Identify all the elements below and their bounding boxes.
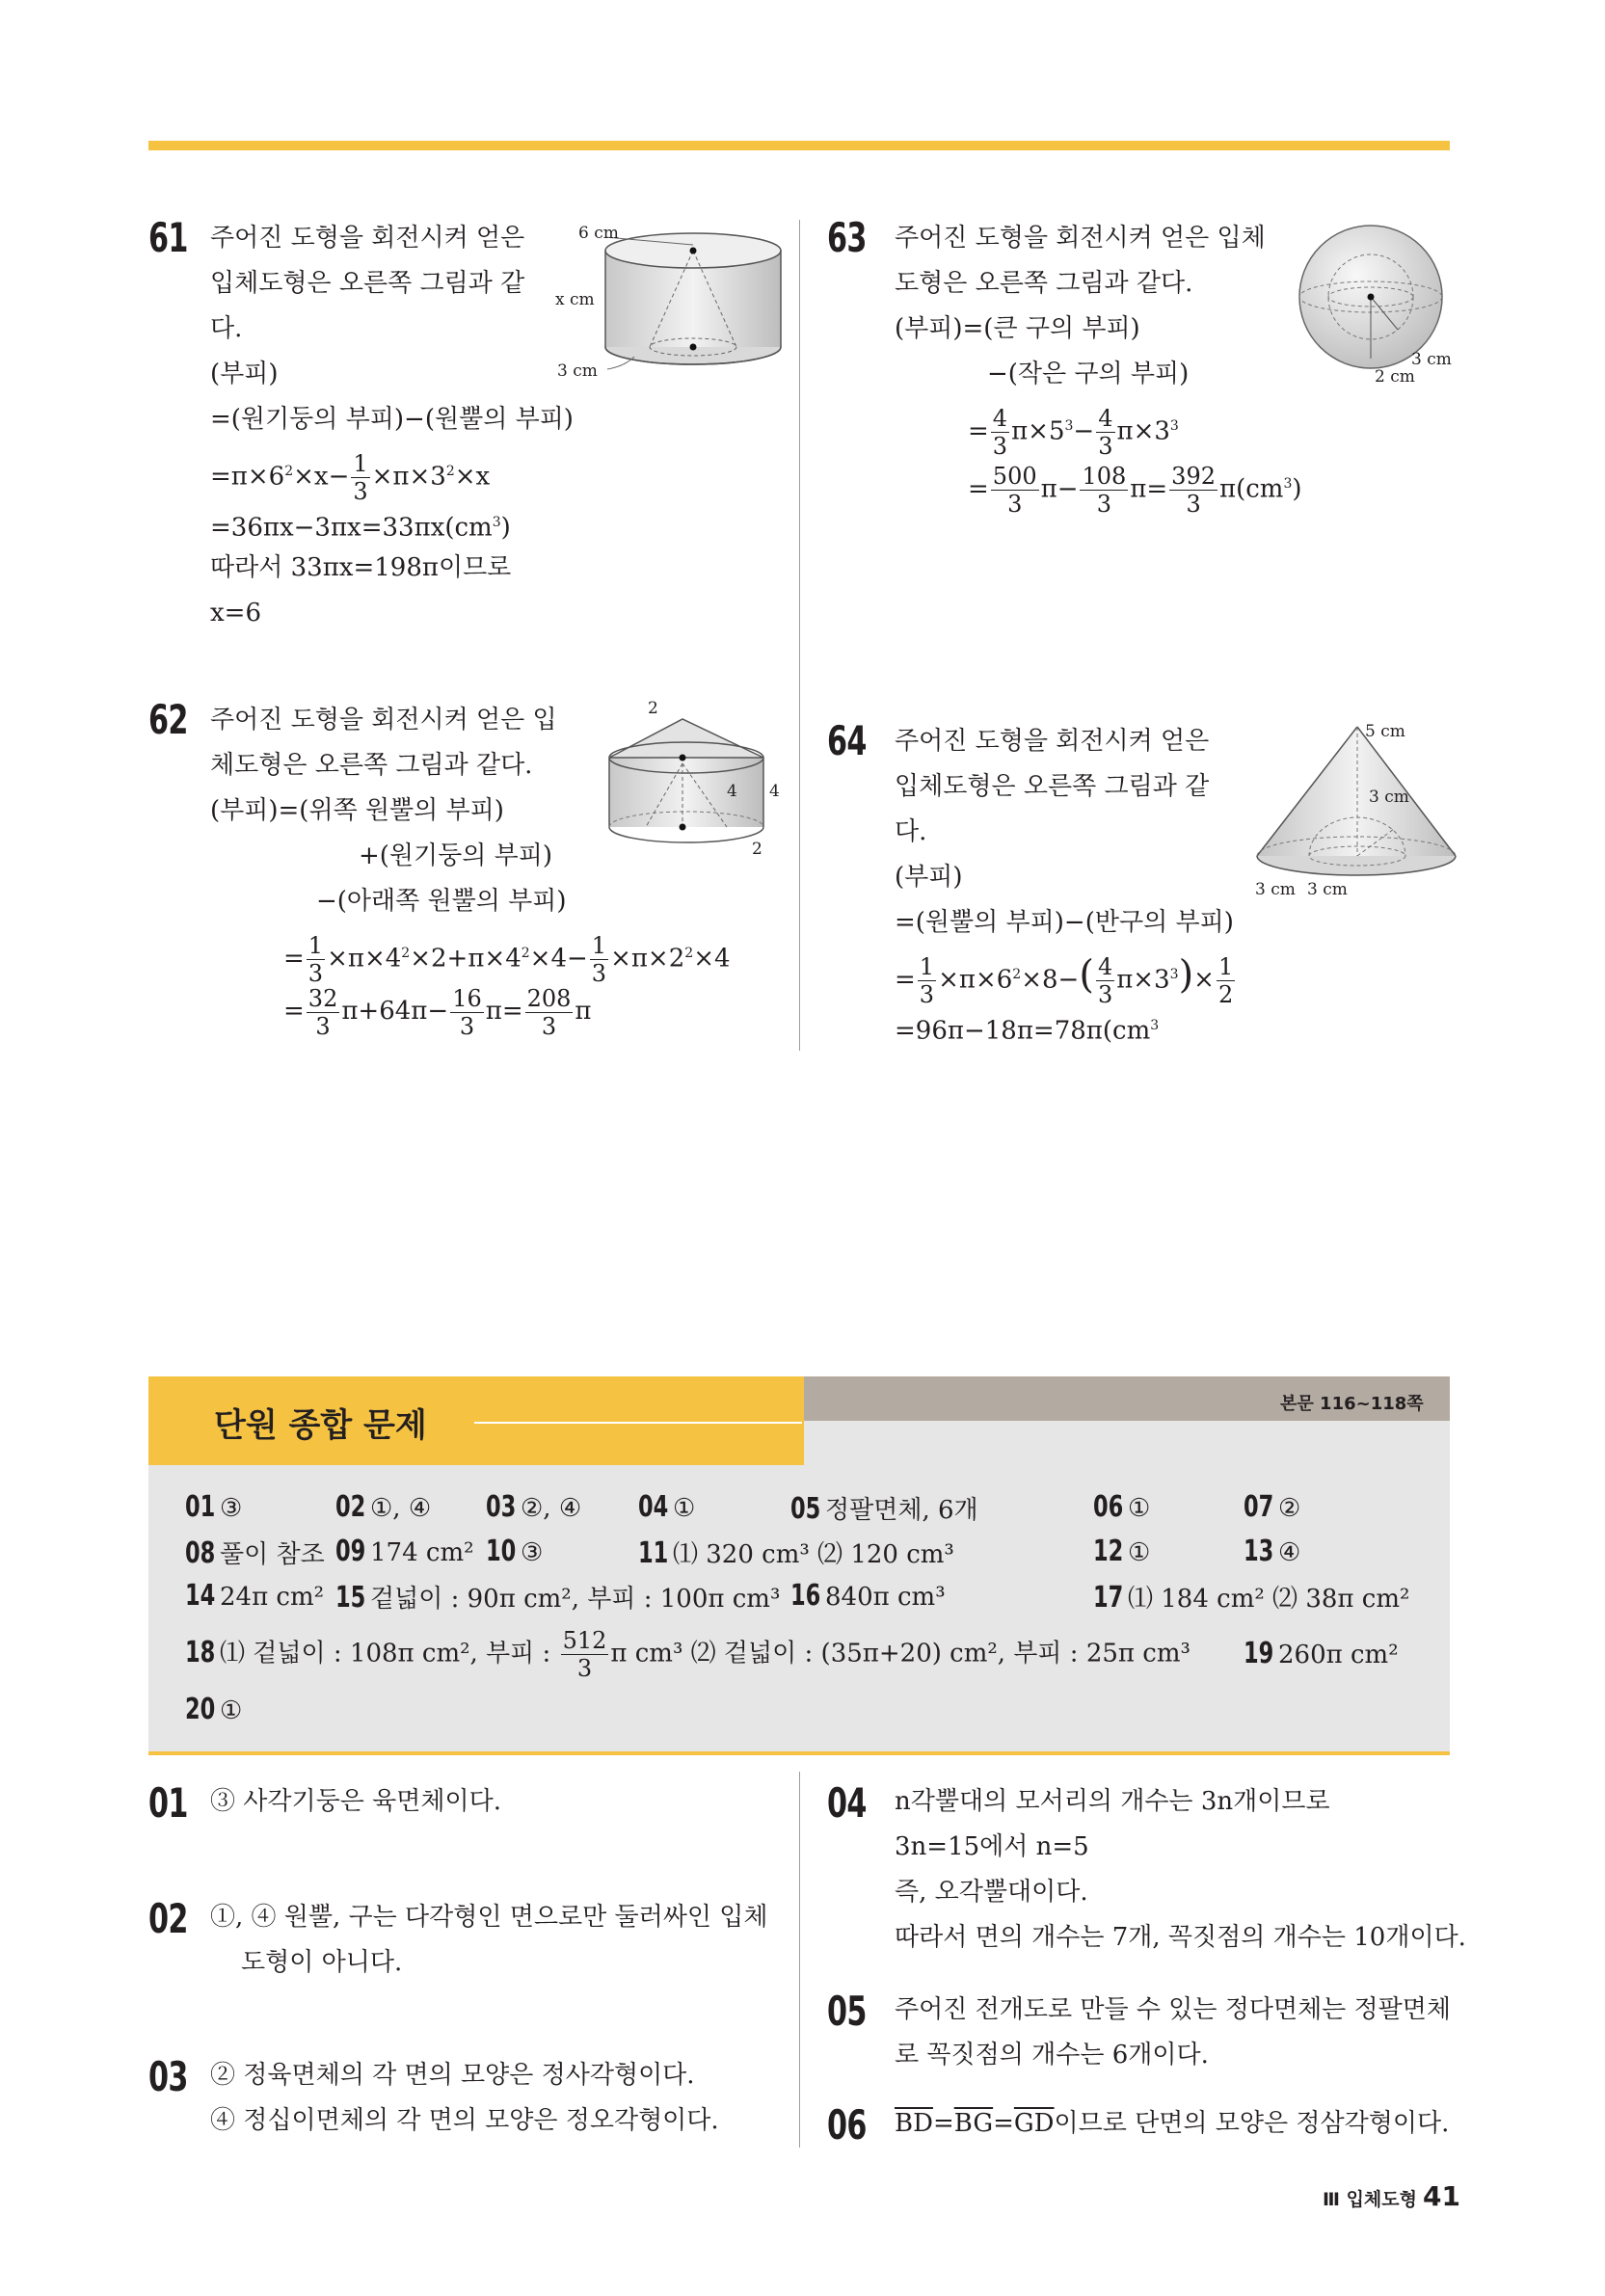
label-3cm-c: 3 cm: [1307, 880, 1348, 899]
summary-title-rule: [474, 1422, 802, 1424]
label-3cm: 3 cm: [1411, 350, 1452, 369]
text-line: 주어진 전개도로 만들 수 있는 정다면체는 정팔면체: [895, 1995, 1452, 2024]
label-3cm-b: 3 cm: [1255, 880, 1296, 899]
summary-page-ref: 본문 116~118쪽: [1280, 1394, 1424, 1414]
text-line: 체도형은 오른쪽 그림과 같다.: [210, 751, 533, 780]
text-line: ④ 정십이면체의 각 면의 모양은 정오각형이다.: [210, 2106, 719, 2135]
solution-number: 02: [148, 1895, 188, 1942]
answer-item: 19 260π cm²: [1244, 1637, 1399, 1670]
text-line: (부피): [895, 863, 963, 892]
formula-line: = $\frac{500}{3}$ π− $\frac{108}{3}$ π= $\frac{392}{3}$ $\pi(cm^3)$: [968, 463, 1302, 519]
page-footer: [1323, 2180, 1460, 2212]
text-line: =(원기둥의 부피)−(원뿔의 부피): [210, 405, 574, 434]
answer-item: 18 ⑴ 겉넓이 : 108π cm², 부피 : $\frac{512}{3}$ π cm³ ⑵ 겉넓이 : (35π+20) cm², 부피 : 25π cm³: [185, 1627, 1190, 1682]
column-divider: [799, 220, 800, 1051]
text-line: 입체도형은 오른쪽 그림과 같: [210, 269, 525, 298]
label-6cm: 6 cm: [578, 224, 619, 243]
label-2cm: 2 cm: [1375, 367, 1415, 387]
chapter-label: Ⅲ 입체도형: [1323, 2189, 1417, 2210]
text-line: x=6: [210, 599, 261, 627]
solution-number: 01: [148, 1779, 188, 1827]
text-line: 도형이 아니다.: [241, 1948, 403, 1977]
answer-item: 15 겉넓이 : 90π cm², 부피 : 100π cm³: [335, 1581, 781, 1615]
problem-number: 61: [148, 214, 188, 261]
solution-number: 05: [827, 1988, 867, 2035]
answer-item: 08 풀이 참조: [185, 1536, 325, 1570]
text-line: 3n=15에서 n=5: [895, 1832, 1089, 1861]
answer-item: 17 ⑴ 184 cm² ⑵ 38π cm²: [1093, 1581, 1410, 1615]
label-5cm: 5 cm: [1365, 722, 1405, 741]
summary-title: 단원 종합 문제: [214, 1406, 427, 1445]
sphere-figure: [1292, 218, 1465, 395]
answer-item: 20 ①: [185, 1693, 243, 1726]
text-line: $\overline{BD}=\overline{BG}=\overline{GD}$이므로 단면의 모양은 정삼각형이다.: [895, 2109, 1450, 2138]
label-2-top: 2: [648, 700, 658, 718]
answer-item: 01 ③: [185, 1490, 243, 1524]
label-3cm: 3 cm: [557, 361, 598, 381]
text-line: 따라서 면의 개수는 7개, 꼭짓점의 개수는 10개이다.: [895, 1923, 1466, 1952]
text-line: =(원뿔의 부피)−(반구의 부피): [895, 908, 1234, 937]
answer-item: 06 ①: [1093, 1490, 1151, 1524]
problem-number: 63: [827, 214, 867, 261]
text-line: 즉, 오각뿔대이다.: [895, 1878, 1088, 1907]
answer-item: 16 840π cm³: [790, 1579, 946, 1613]
text-line: 도형은 오른쪽 그림과 같다.: [895, 269, 1193, 298]
text-line: 주어진 도형을 회전시켜 얻은: [210, 224, 525, 253]
problem-number: 62: [148, 696, 188, 743]
formula-line: = $\frac{1}{3}$ $\times\pi\times 4^2\times 2+\pi\times 4^2\times 4-$ $\frac{1}{3}$ $\times\pi\times 2^2\times 4$: [283, 932, 731, 988]
answer-box-bottom-rule: [148, 1751, 1450, 1755]
formula-line: $=\pi\times 6^2\times x-$ $\frac{1}{3}$ $\times\pi\times 3^2\times x$: [210, 450, 491, 506]
label-4-right: 4: [769, 782, 780, 801]
answer-item: 11 ⑴ 320 cm³ ⑵ 120 cm³: [638, 1536, 954, 1570]
top-accent-bar: [148, 141, 1450, 150]
text-line: 입체도형은 오른쪽 그림과 같: [895, 772, 1210, 801]
cone-hemisphere-figure: [1249, 721, 1461, 908]
solution-number: 04: [827, 1779, 867, 1827]
text-line: 다.: [210, 314, 243, 343]
text-line: 다.: [895, 817, 927, 846]
text-line: 따라서 33πx=198π이므로: [210, 553, 512, 582]
label-xcm: x cm: [555, 290, 595, 309]
text-line: +(원기둥의 부피): [359, 841, 553, 870]
formula-line: = $\frac{1}{3}$ $\times\pi\times 6^2\times 8-$( $\frac{4}{3}$ $\pi\times 3^3)\times$ $\frac{1}{2}$: [895, 952, 1234, 1009]
page-number: 41: [1423, 2180, 1460, 2212]
label-4-mid: 4: [727, 782, 737, 801]
cone-cylinder-figure: [598, 700, 810, 868]
text-line: n각뿔대의 모서리의 개수는 3n개이므로: [895, 1787, 1330, 1816]
answer-item: 04 ①: [638, 1490, 696, 1524]
formula-line: = $\frac{32}{3}$ π+64π− $\frac{16}{3}$ π= $\frac{208}{3}$ π: [283, 984, 592, 1040]
answer-item: 12 ①: [1093, 1535, 1151, 1568]
solution-number: 06: [827, 2101, 867, 2149]
text-line: −(아래쪽 원뿔의 부피): [316, 887, 567, 916]
formula-line: $=36\pi x-3\pi x=33\pi x(cm^3)$: [210, 513, 511, 543]
text-line: ② 정육면체의 각 면의 모양은 정사각형이다.: [210, 2061, 695, 2090]
text-line: ③ 사각기둥은 육면체이다.: [210, 1787, 501, 1816]
column-divider: [799, 1772, 800, 2148]
label-2-bottom: 2: [752, 840, 762, 859]
formula-line: $=96\pi-18\pi=78\pi(cm^3$: [895, 1016, 1160, 1046]
answer-item: 09 174 cm²: [335, 1535, 474, 1568]
text-line: ①, ④ 원뿔, 구는 다각형인 면으로만 둘러싸인 입체: [210, 1903, 768, 1932]
cylinder-cone-figure: [548, 222, 789, 389]
text-line: (부피): [210, 360, 279, 388]
text-line: 주어진 도형을 회전시켜 얻은 입: [210, 706, 557, 734]
text-line: 로 꼭짓점의 개수는 6개이다.: [895, 2041, 1209, 2069]
formula-line: = $\frac{4}{3}$ $\pi\times 5^3-$ $\frac{4}{3}$ $\pi\times 3^3$: [968, 405, 1179, 461]
answer-item: 02 ①, ④: [335, 1490, 432, 1524]
answer-item: 14 24π cm²: [185, 1579, 325, 1613]
text-line: 주어진 도형을 회전시켜 얻은 입체: [895, 224, 1266, 253]
solution-number: 03: [148, 2053, 188, 2100]
answer-item: 05 정팔면체, 6개: [790, 1492, 978, 1526]
answer-item: 07 ②: [1244, 1490, 1301, 1524]
problem-number: 64: [827, 717, 867, 764]
answer-item: 10 ③: [486, 1535, 544, 1568]
text-line: −(작은 구의 부피): [987, 360, 1190, 388]
text-line: (부피)=(큰 구의 부피): [895, 314, 1140, 343]
text-line: (부피)=(위쪽 원뿔의 부피): [210, 796, 504, 825]
answer-item: 13 ④: [1244, 1535, 1301, 1568]
answer-item: 03 ②, ④: [486, 1490, 582, 1524]
text-line: 주어진 도형을 회전시켜 얻은: [895, 727, 1210, 756]
summary-header-band-light: [804, 1421, 1450, 1465]
label-3cm-a: 3 cm: [1369, 788, 1409, 807]
